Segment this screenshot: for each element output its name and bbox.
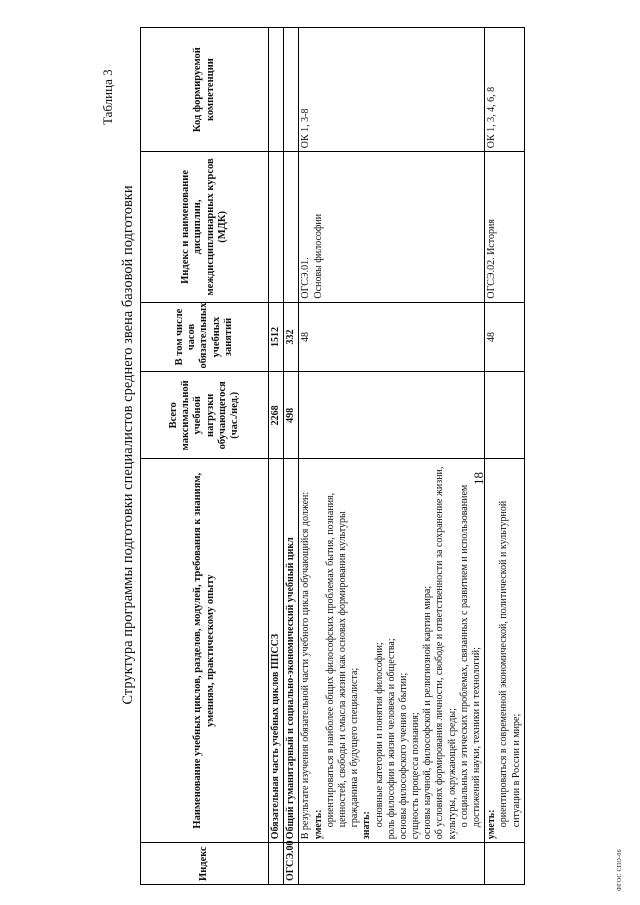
header-obligatory-hours: В том числе часов обязательных учебных занятий <box>141 302 269 372</box>
cell-obligatory-hours: 1512 <box>269 302 284 372</box>
mdk-name: Основы философии <box>312 213 324 299</box>
umet-text: ориентироваться в современной экономической, политической и культурной ситуации в России и мире; <box>498 500 522 828</box>
cell-index-ogse: ОГСЭ.00 <box>284 843 299 885</box>
page-title: Структура программы подготовки специалистов среднего звена базовой подготовки <box>120 185 136 705</box>
cell-mdk-empty <box>269 152 284 302</box>
footer-code: ФГОС СПО-06 <box>617 849 623 891</box>
table-row <box>284 28 299 885</box>
table-row <box>485 28 525 885</box>
znat-label: знать: <box>361 811 373 840</box>
table-header-row <box>141 28 269 885</box>
cell-total-empty <box>299 372 485 459</box>
umet-label: уметь: <box>312 809 324 840</box>
umet-text: ориентироваться в наиболее общих философских проблемах бытия, познания, ценностей, свободы и смысла жизни как основах формирования культуры гражданина и будущего специалиста; <box>324 492 361 828</box>
header-mdk: Индекс и наименование дисциплин, междисциплинарных курсов (МДК) <box>141 152 269 302</box>
cell-history-requirements <box>485 459 525 843</box>
page-number: 18 <box>471 472 486 485</box>
znat-item: основы философского учения о бытии; <box>397 672 409 840</box>
znat-item: о социальных и этических проблемах, связанных с развитием и использованием достижений науки, техники и технологий; <box>458 484 482 828</box>
intro-text: В результате изучения обязательной части учебного цикла обучающийся должен: <box>300 491 312 840</box>
cell-ogse-name: Общий гуманитарный и социально-экономический учебный цикл <box>284 459 299 843</box>
znat-item: роль философии в жизни человека и общества; <box>385 638 397 840</box>
table-row <box>269 28 284 885</box>
cell-index-empty <box>485 843 525 885</box>
cell-philosophy-competence: ОК 1, 3-8 <box>299 28 485 152</box>
cell-mandatory-part-name: Обязательная часть учебных циклов ППССЗ <box>269 459 284 843</box>
cell-index-empty <box>269 843 284 885</box>
cell-total-empty <box>485 372 525 459</box>
znat-item: сущность процесса познания; <box>410 712 422 840</box>
table-row <box>299 28 485 885</box>
cell-ogse-obligatory: 332 <box>284 302 299 372</box>
cell-history-mdk: ОГСЭ.02. История <box>485 152 525 302</box>
cell-ogse-total: 498 <box>284 372 299 459</box>
umet-label: уметь: <box>486 809 498 840</box>
cell-index-empty <box>299 843 485 885</box>
znat-item: об условиях формирования личности, свободе и ответственности за сохранение жизни, культуры, окружающей среды; <box>434 466 458 840</box>
header-competence-code: Код формируемой компетенции <box>141 28 269 152</box>
cell-mdk-empty <box>284 152 299 302</box>
mdk-code: ОГСЭ.01. <box>300 257 312 299</box>
znat-item: основы научной, философской и религиозной картин мира; <box>422 585 434 840</box>
cell-philosophy-mdk <box>299 152 485 302</box>
header-name: Наименование учебных циклов, разделов, модулей, требования к знаниям, умениям, практическому опыту <box>141 459 269 843</box>
cell-history-obligatory: 48 <box>485 302 525 372</box>
cell-code-empty <box>269 28 284 152</box>
cell-code-empty <box>284 28 299 152</box>
header-total-load: Всего максимальной учебной нагрузки обучающегося (час./нед.) <box>141 372 269 459</box>
cell-philosophy-requirements <box>299 459 485 843</box>
table-label: Таблица 3 <box>100 69 115 125</box>
program-structure-table <box>140 27 525 885</box>
cell-total-load: 2268 <box>269 372 284 459</box>
znat-item: основные категории и понятия философии; <box>373 642 385 828</box>
cell-philosophy-obligatory: 48 <box>299 302 485 372</box>
cell-history-competence: ОК 1, 3, 4, 6, 8 <box>485 28 525 152</box>
header-index: Индекс <box>141 843 269 885</box>
